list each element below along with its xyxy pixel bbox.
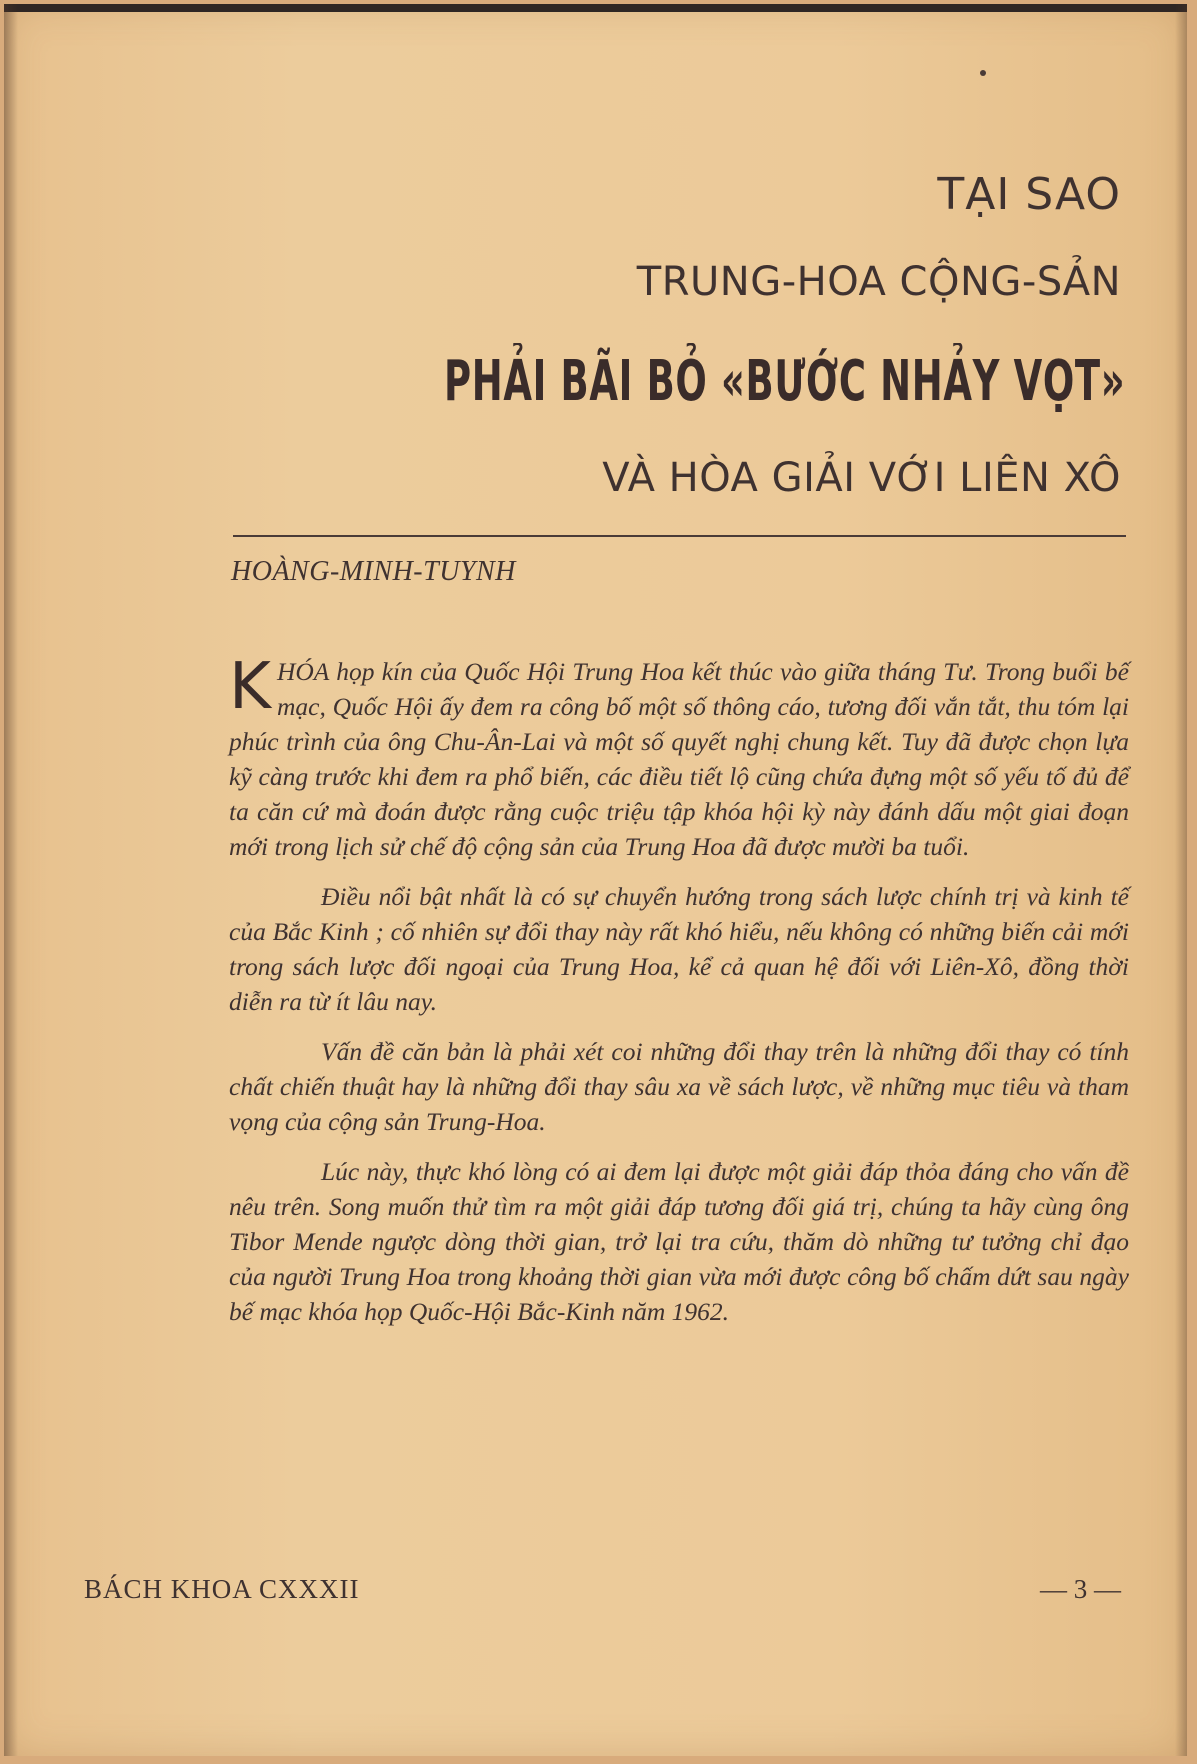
publication-footer: BÁCH KHOA CXXXII	[84, 1574, 360, 1604]
top-border	[4, 4, 1187, 12]
paragraph-3: Vấn đề căn bản là phải xét coi những đổi thay trên là những đổi thay có tính chất chiến thuật hay là những đổi thay sâu xa về sách lược, về những mục tiêu và tham vọng của cộng sản Trung-Hoa.	[229, 1037, 1129, 1136]
paragraph-2: Điều nổi bật nhất là có sự chuyển hướng trong sách lược chính trị và kinh tế của Bắc Kinh ; cố nhiên sự đổi thay này rất khó hiểu, nếu không có những biến cải mới trong sách lược đối ngoại của Trung Hoa, kể cả quan hệ đối với Liên-Xô, đồng thời diễn ra từ ít lâu nay.	[229, 882, 1129, 1016]
page-number: — 3 —	[1040, 1574, 1121, 1604]
drop-cap: K	[229, 650, 271, 724]
paragraph-4: Lúc này, thực khó lòng có ai đem lại được một giải đáp thỏa đáng cho vấn đề nêu trên. Song muốn thử tìm ra một giải đáp tương đối giá trị, chúng ta hãy cùng ông Tibor Mende ngược dòng thời gian, trở lại tra cứu, thăm dò những tư tưởng chỉ đạo của người Trung Hoa trong khoảng thời gian vừa mới được công bố chấm dứt sau ngày bế mạc khóa họp Quốc-Hội Bắc-Kinh năm 1962.	[229, 1157, 1129, 1326]
paragraph-text: HÓA họp kín của Quốc Hội Trung Hoa kết thúc vào giữa tháng Tư. Trong buổi bế mạc, Quốc Hội ấy đem ra công bố một số thông cáo, tương đối vắn tắt, thu tóm lại phúc trình của ông Chu-Ân-Lai và một số quyết nghị chung kết. Tuy đã được chọn lựa kỹ càng trước khi đem ra phổ biến, các điều tiết lộ cũng chứa đựng một số yếu tố đủ để ta căn cứ mà đoán được rằng cuộc triệu tập khóa hội kỳ này đánh dấu một giai đoạn mới trong lịch sử chế độ cộng sản của Trung Hoa đã được mười ba tuổi.	[229, 657, 1129, 861]
title-line-3: PHẢI BÃI BỎ «BƯỚC NHẢY VỌT»	[443, 349, 1125, 414]
title-divider	[233, 535, 1126, 537]
title-line-1: TẠI SAO	[937, 169, 1121, 220]
magazine-page	[4, 4, 1187, 1756]
article-body	[229, 650, 1129, 1344]
title-line-4: VÀ HÒA GIẢI VỚI LIÊN XÔ	[602, 455, 1121, 501]
ink-speck	[980, 70, 986, 76]
paragraph-1	[229, 650, 1129, 864]
page-right-edge	[1175, 4, 1187, 1756]
author-byline: HOÀNG-MINH-TUYNH	[231, 556, 516, 587]
title-line-2: TRUNG-HOA CỘNG-SẢN	[636, 259, 1121, 305]
page-left-edge	[4, 4, 18, 1756]
